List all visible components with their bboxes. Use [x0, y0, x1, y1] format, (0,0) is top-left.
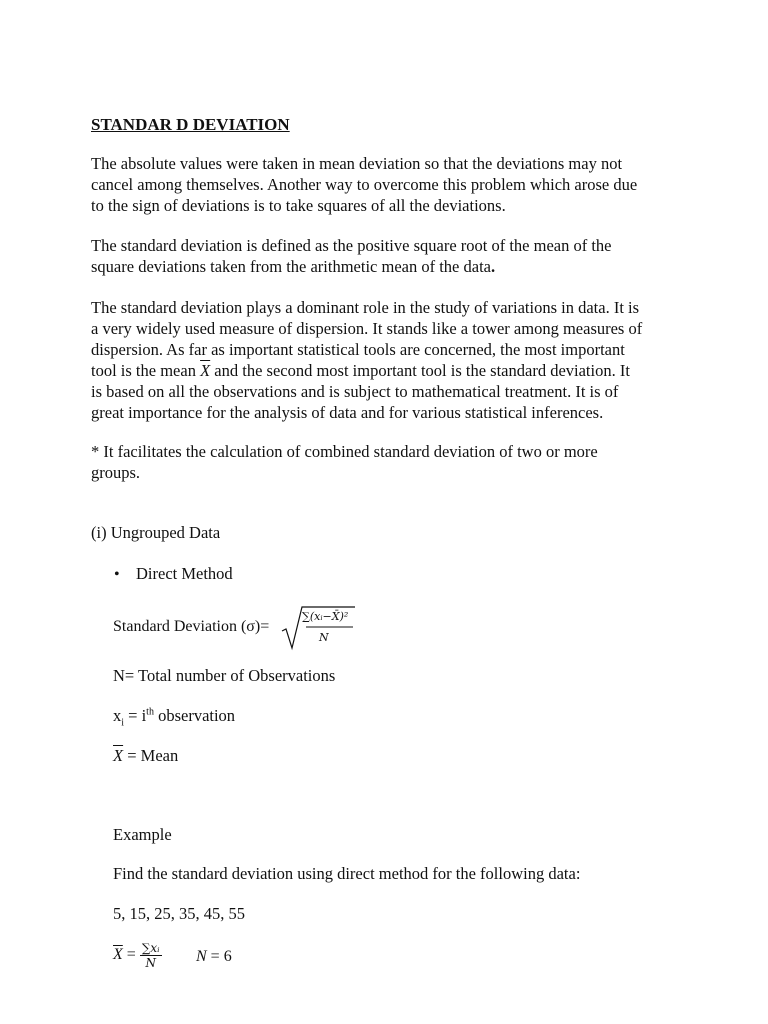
- text-line: [91, 360, 691, 381]
- definition-xi: [113, 706, 236, 729]
- formula-label: Standard Deviation (σ)=: [113, 618, 270, 635]
- text-segment: square deviations taken from the arithmetic mean of the data: [91, 257, 491, 276]
- text-line: dispersion. As far as important statistical tools are concerned, the most important: [91, 340, 625, 359]
- superscript: th: [146, 706, 154, 718]
- text-line: is based on all the observations and is subject to mathematical treatment. It is of: [91, 382, 619, 401]
- text-line: groups.: [91, 463, 141, 482]
- mean-symbol: $\overline{X}$: [113, 746, 124, 765]
- formula-denominator: N: [319, 631, 329, 644]
- text-segment: = i: [124, 706, 147, 725]
- text-line: The standard deviation is defined as the positive square root of the mean of the: [91, 236, 612, 255]
- bullet-icon: •: [114, 566, 120, 583]
- period: .: [490, 257, 496, 276]
- example-heading: Example: [113, 825, 172, 844]
- paragraph-definition: [91, 235, 691, 277]
- paragraph-importance: [91, 297, 691, 423]
- text-segment: x: [113, 706, 122, 725]
- n-value: [196, 948, 232, 966]
- text-line: to the sign of deviations is to take squares of all the deviations.: [91, 196, 506, 215]
- section-heading: (i) Ungrouped Data: [91, 523, 221, 542]
- n-symbol: N: [196, 948, 207, 965]
- paragraph-mean-deviation: [91, 153, 691, 216]
- text-line: The absolute values were taken in mean deviation so that the deviations may not: [91, 154, 623, 173]
- text-line: a very widely used measure of dispersion. It stands like a tower among measures of: [91, 319, 643, 338]
- paragraph-combined: [91, 441, 691, 483]
- text-segment: tool is the mean: [91, 361, 201, 380]
- text-line: cancel among themselves. Another way to overcome this problem which arose due: [91, 175, 638, 194]
- formula-numerator: ∑(xᵢ−X̄)²: [302, 610, 349, 623]
- text-segment: = 6: [206, 948, 232, 965]
- subscript: i: [121, 717, 125, 729]
- example-prompt: Find the standard deviation using direct method for the following data:: [113, 864, 581, 883]
- text-line: great importance for the analysis of data and for various statistical inferences.: [91, 403, 604, 422]
- fraction-denominator: N: [145, 956, 156, 970]
- example-data: 5, 15, 25, 35, 45, 55: [113, 904, 245, 923]
- text-line: [91, 256, 691, 277]
- text-segment: = Mean: [123, 746, 179, 765]
- bullet-label: Direct Method: [136, 564, 233, 583]
- definition-mean: [113, 746, 178, 766]
- fraction-numerator: ∑xᵢ: [141, 941, 160, 955]
- mean-symbol: $\overline{X}$: [113, 946, 123, 964]
- mean-symbol: $\overline{X}$: [200, 361, 211, 380]
- mean-formula: [113, 941, 162, 970]
- text-line: * It facilitates the calculation of combined standard deviation of two or more: [91, 442, 598, 461]
- mean-fraction: [140, 941, 162, 970]
- definition-n: N= Total number of Observations: [113, 666, 336, 685]
- text-segment: =: [122, 946, 136, 964]
- text-segment: and the second most important tool is the standard deviation. It: [210, 361, 630, 380]
- text-line: The standard deviation plays a dominant role in the study of variations in data. It is: [91, 298, 640, 317]
- text-segment: observation: [153, 706, 236, 725]
- page-title: STANDAR D DEVIATION: [91, 115, 290, 134]
